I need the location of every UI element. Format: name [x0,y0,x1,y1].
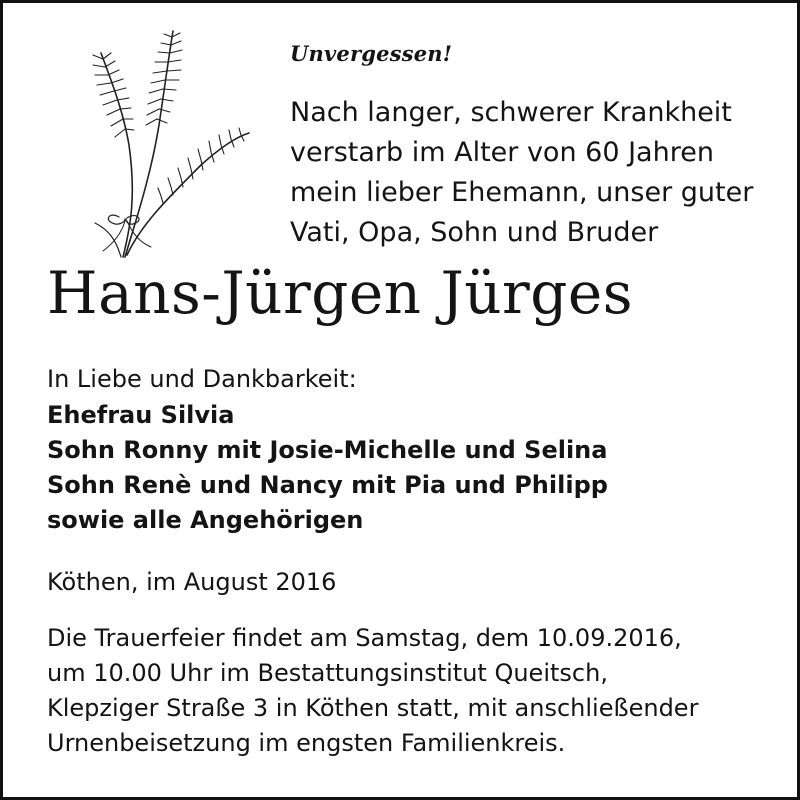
family-member: sowie alle Angehörigen [47,506,364,534]
fern-bouquet-icon [81,25,261,265]
intro-line: Nach langer, schwerer Krankheit [290,97,732,128]
service-line: um 10.00 Uhr im Bestattungsinstitut Queitsch, [47,659,608,687]
funeral-service-info [47,621,698,761]
intro-text [290,93,790,253]
service-line: Die Trauerfeier findet am Samstag, dem 10.09.2016, [47,624,682,652]
family-member: Sohn Ronny mit Josie-Michelle und Selina [47,436,608,464]
service-line: Klepziger Straße 3 in Köthen statt, mit anschließender [47,694,699,722]
intro-line: mein lieber Ehemann, unser guter [290,177,754,208]
intro-line: Vati, Opa, Sohn und Bruder [290,217,659,248]
family-member: Sohn Renè und Nancy mit Pia und Philipp [47,471,608,499]
place-date: Köthen, im August 2016 [47,568,337,596]
family-member: Ehefrau Silvia [47,401,235,429]
service-line: Urnenbeisetzung im engsten Familienkreis. [47,729,566,757]
intro-line: verstarb im Alter von 60 Jahren [290,137,714,168]
thanks-line: In Liebe und Dankbarkeit: [47,365,357,393]
heading: Unvergessen! [290,41,453,66]
family-list [47,398,608,538]
deceased-name: Hans-Jürgen Jürges [47,259,633,327]
